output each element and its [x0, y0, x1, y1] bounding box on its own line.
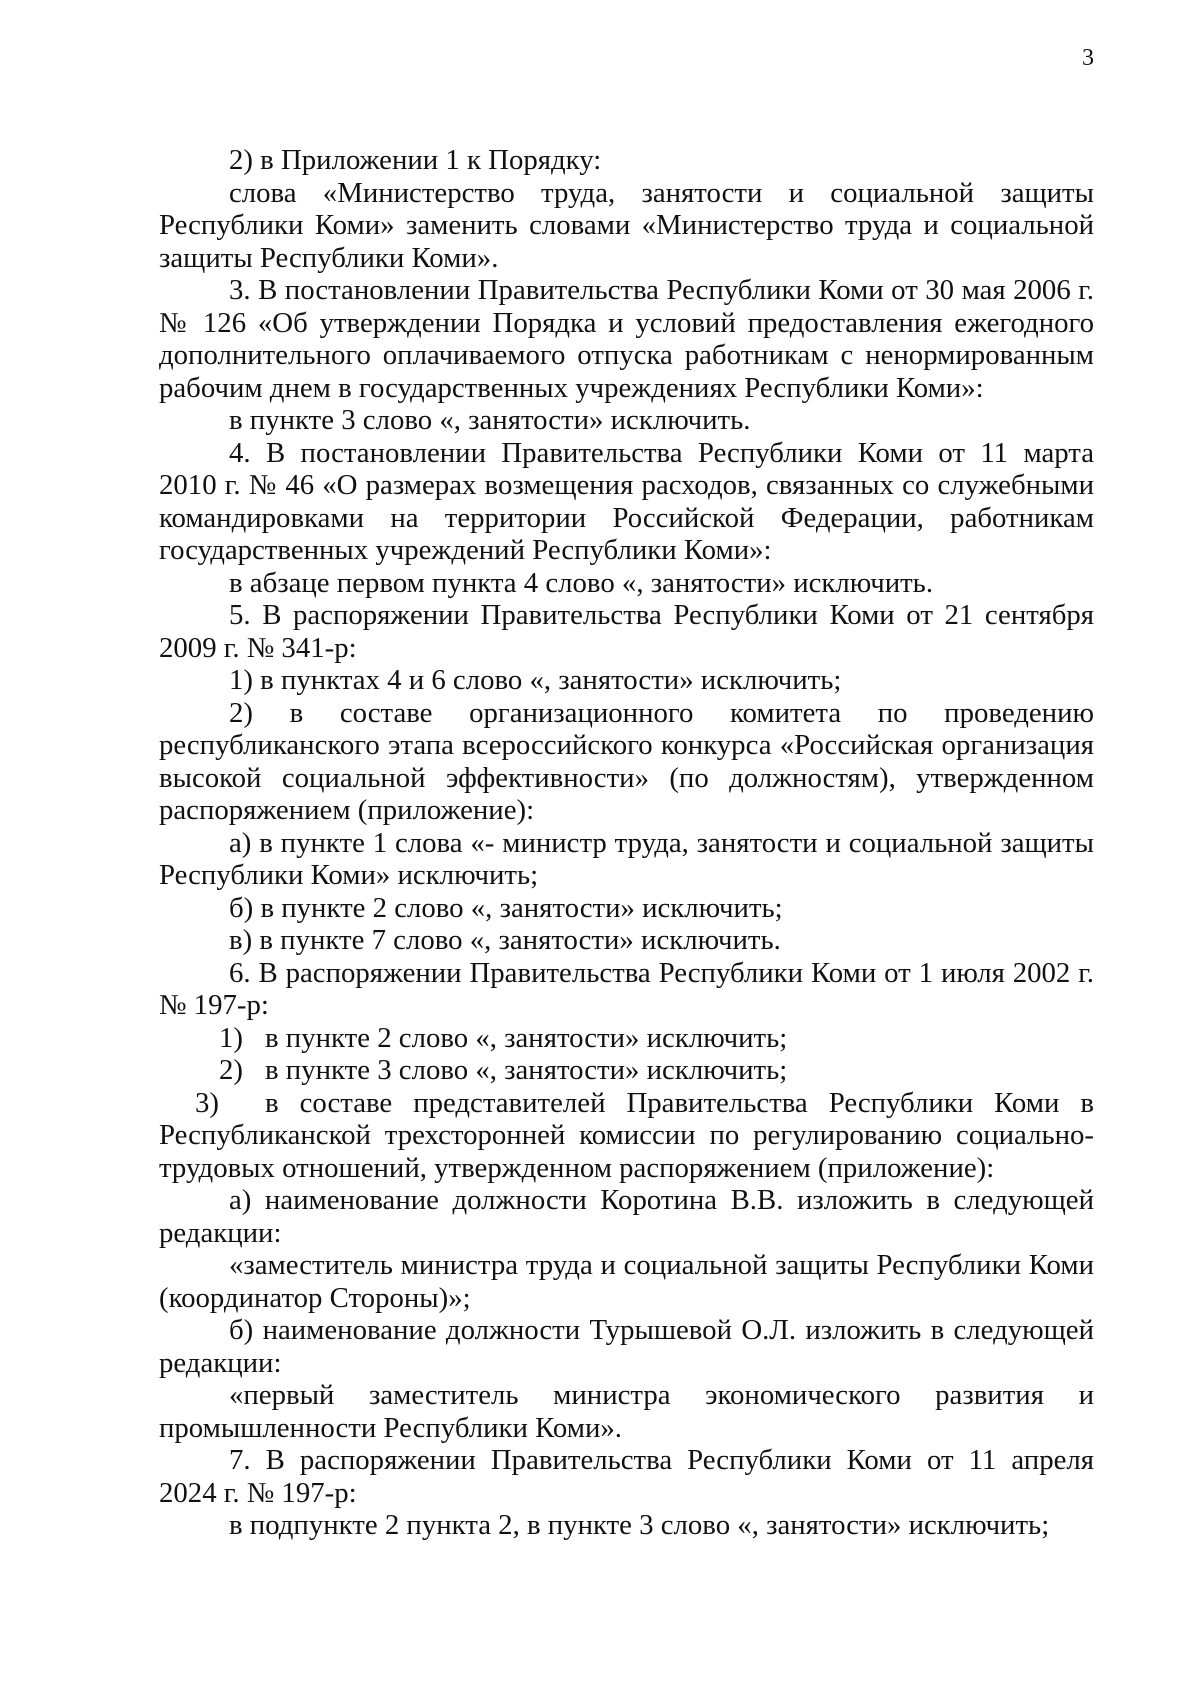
paragraph: 7. В распоряжении Правительства Республики Коми от 11 апреля [229, 1444, 1094, 1476]
numbered-item: 3) в составе представителей Правительства Республики Коми в [195, 1086, 1094, 1119]
paragraph: «заместитель министра труда и социальной защиты Республики Коми [229, 1249, 1094, 1281]
item-number: 1) [219, 1021, 243, 1054]
paragraph: 2) в составе организационного комитета по проведению [229, 696, 1094, 729]
paragraph: в) в пункте 7 слово «, занятости» исключить. [229, 924, 781, 956]
numbered-item: 2) в пункте 3 слово «, занятости» исключить; [159, 1054, 1094, 1087]
paragraph: 6. В распоряжении Правительства Республики Коми от 1 июля 2002 г. [229, 956, 1094, 989]
paragraph: слова «Министерство труда, занятости и социальной защиты [229, 176, 1094, 209]
paragraph: в пункте 3 слово «, занятости» исключить. [229, 404, 751, 436]
item-number: 3) [195, 1086, 219, 1119]
page-number: 3 [1082, 45, 1094, 71]
numbered-item: 1) в пункте 2 слово «, занятости» исключить; [159, 1022, 1094, 1055]
paragraph: а) в пункте 1 слова «- министр труда, занятости и социальной защиты [229, 826, 1094, 859]
paragraph: 1) в пунктах 4 и 6 слово «, занятости» исключить; [229, 664, 842, 696]
paragraph: б) наименование должности Турышевой О.Л. изложить в следующей [229, 1314, 1094, 1346]
paragraph: в подпункте 2 пункта 2, в пункте 3 слово «, занятости» исключить; [229, 1509, 1050, 1541]
paragraph: 5. В распоряжении Правительства Республики Коми от 21 сентября [229, 599, 1094, 631]
paragraph: 3. В постановлении Правительства Республики Коми от 30 мая 2006 г. [229, 274, 1094, 306]
item-number: 2) [219, 1054, 243, 1086]
paragraph: а) наименование должности Коротина В.В. изложить в следующей [229, 1184, 1094, 1216]
paragraph: 4. В постановлении Правительства Республики Коми от 11 марта [229, 436, 1094, 469]
paragraph: в абзаце первом пункта 4 слово «, занятости» исключить. [229, 566, 934, 599]
paragraph: б) в пункте 2 слово «, занятости» исключить; [229, 891, 783, 924]
paragraph: «первый заместитель министра экономического развития и [229, 1379, 1094, 1411]
document-body: 2) в Приложении 1 к Порядку: слова «Министерство труда, занятости и социальной защиты Республики Коми» заменить словами «Министерство труда и социальной защиты Республики Коми». 3. В постановлении Правительства Республики Коми от 30 мая 2006 г. № 126 «Об утверждении Порядка и условий предоставления ежегодного дополнительного оплачиваемого отпуска работникам с ненормированным рабочим днем в государственных учреждениях Республики Коми»: в пункте 3 слово «, занятости» исключить. 4. В постановлении Правительства Республики Коми от 11 марта 2010 г. № 46 «О размерах возмещения расходов, связанных со служебными командировками на территории Российской Федерации, работникам государственных учреждений Республики Коми»: в абзаце первом пункта 4 слово «, занятости» исключить. 5. В распоряжении Правительства Республики Коми от 21 сентября 2009 г. № 341-р: 1) в пунктах 4 и 6 слово «, занятости» исключить; 2) в составе организационного комитета по проведению республиканского этапа всероссийского конкурса «Российская организация высокой социальной эффективности» (по должностям), утвержденном распоряжением (приложение): а) в пункте 1 слова «- министр труда, занятости и социальной защиты Республики Коми» исключить; б) в пункте 2 слово «, занятости» исключить; в) в пункте 7 слово «, занятости» исключить. 6. В распоряжении Правительства Республики Коми от 1 июля 2002 г. № 197-р: 1) в пункте 2 слово «, занятости» исключить; 2) в пункте 3 слово «, занятости» исключить; 3) в составе представителей Правительства Республики Коми в Республиканской трехсторонней комиссии по регулированию социально- трудовых отношений, утвержденном распоряжением (приложение): а) наименование должности Коротина В.В. изложить в следующей редакции: «заместитель министра труда и социальной защиты Республики Коми (координатор Стороны)»; б) наименование должности Турышевой О.Л. изложить в следующей редакции: «первый заместитель министра экономического развития и промышленности Республики Коми». 7. В распоряжении Правительства Республики Коми от 11 апреля 2024 г. № 197-р: в подпункте 2 пункта 2, в пункте 3 слово «, занятости» исключить; [159, 144, 1094, 1541]
paragraph: 2) в Приложении 1 к Порядку: [229, 144, 602, 176]
